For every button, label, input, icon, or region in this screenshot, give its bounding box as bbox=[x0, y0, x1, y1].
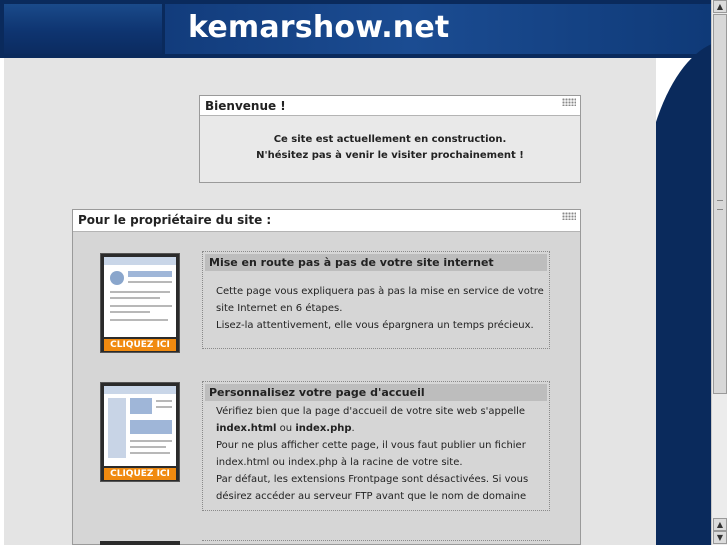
vertical-scrollbar[interactable] bbox=[711, 0, 727, 545]
preview-globe-icon bbox=[110, 271, 124, 285]
welcome-title: Bienvenue ! bbox=[205, 99, 286, 113]
setup-guide-thumbnail-link[interactable] bbox=[100, 253, 180, 353]
preview-text-line bbox=[110, 291, 170, 293]
filename-note-end: . bbox=[351, 423, 355, 434]
preview-header-bar bbox=[104, 386, 176, 394]
filename-or: ou bbox=[279, 423, 293, 434]
preview-text-line bbox=[130, 452, 170, 454]
owner-title: Pour le propriétaire du site : bbox=[78, 213, 272, 227]
scroll-down-arrow-icon[interactable]: ▼ bbox=[713, 531, 727, 544]
site-title: kemarshow.net bbox=[188, 10, 450, 45]
homepage-guide-thumbnail-link[interactable] bbox=[100, 382, 180, 482]
preview-text-line bbox=[110, 297, 160, 299]
homepage-guide-frontpage-note: Par défaut, les extensions Frontpage sont désactivées. Si vous désirez accéder au serveur FTP avant que le nom de domaine bbox=[216, 474, 529, 502]
filename-note-text: Vérifiez bien que la page d'accueil de votre site web s'appelle bbox=[216, 406, 526, 417]
setup-guide-advice: Lisez-la attentivement, elle vous épargnera un temps précieux. bbox=[216, 320, 534, 331]
scrollbar-thumb[interactable] bbox=[713, 14, 727, 394]
filename-index-php: index.php bbox=[295, 423, 352, 434]
preview-text-line bbox=[156, 400, 172, 402]
scrollbar-grip-icon bbox=[717, 200, 723, 210]
dots-pattern-icon bbox=[562, 212, 576, 220]
dots-pattern-icon bbox=[562, 98, 576, 106]
preview-banner bbox=[128, 271, 172, 277]
homepage-guide-panel bbox=[202, 381, 550, 511]
owner-title-bar bbox=[73, 210, 580, 232]
homepage-guide-preview-image bbox=[104, 386, 176, 466]
setup-guide-click-button[interactable]: CLIQUEZ ICI bbox=[104, 339, 176, 351]
setup-guide-title: Mise en route pas à pas de votre site internet bbox=[209, 256, 494, 269]
preview-image bbox=[130, 420, 172, 434]
third-card-panel bbox=[202, 540, 550, 545]
preview-image bbox=[130, 398, 152, 414]
preview-text-line bbox=[110, 305, 172, 307]
setup-guide-preview-image bbox=[104, 257, 176, 337]
third-card-thumbnail[interactable] bbox=[100, 541, 180, 545]
preview-text-line bbox=[156, 406, 172, 408]
scroll-up-arrow-icon[interactable]: ▲ bbox=[713, 0, 727, 13]
homepage-guide-publish-note: Pour ne plus afficher cette page, il vous faut publier un fichier index.html ou index.php à la racine de votre site. bbox=[216, 440, 526, 468]
site-header bbox=[0, 0, 711, 58]
preview-header-bar bbox=[104, 257, 176, 265]
preview-text-line bbox=[130, 440, 172, 442]
preview-text-line bbox=[110, 311, 150, 313]
filename-index-html: index.html bbox=[216, 423, 277, 434]
setup-guide-description: Cette page vous expliquera pas à pas la mise en service de votre site Internet en 6 étapes. bbox=[216, 286, 544, 314]
welcome-box bbox=[199, 95, 581, 183]
header-left-panel bbox=[4, 4, 162, 54]
homepage-guide-filename-note bbox=[216, 403, 546, 437]
scroll-up-arrow-icon[interactable]: ▲ bbox=[713, 518, 727, 531]
welcome-message-line-1: Ce site est actuellement en construction. bbox=[273, 134, 507, 145]
preview-text-line bbox=[110, 319, 168, 321]
welcome-message-line-2: N'hésitez pas à venir le visiter prochainement ! bbox=[256, 150, 524, 161]
welcome-title-bar bbox=[200, 96, 580, 116]
preview-sidebar bbox=[108, 398, 126, 458]
homepage-guide-panel-header bbox=[205, 384, 547, 401]
preview-text-line bbox=[128, 281, 172, 283]
homepage-guide-title: Personnalisez votre page d'accueil bbox=[209, 386, 425, 399]
preview-text-line bbox=[130, 446, 166, 448]
setup-guide-panel bbox=[202, 251, 550, 349]
setup-guide-panel-header bbox=[205, 254, 547, 271]
homepage-guide-click-button[interactable]: CLIQUEZ ICI bbox=[104, 468, 176, 480]
